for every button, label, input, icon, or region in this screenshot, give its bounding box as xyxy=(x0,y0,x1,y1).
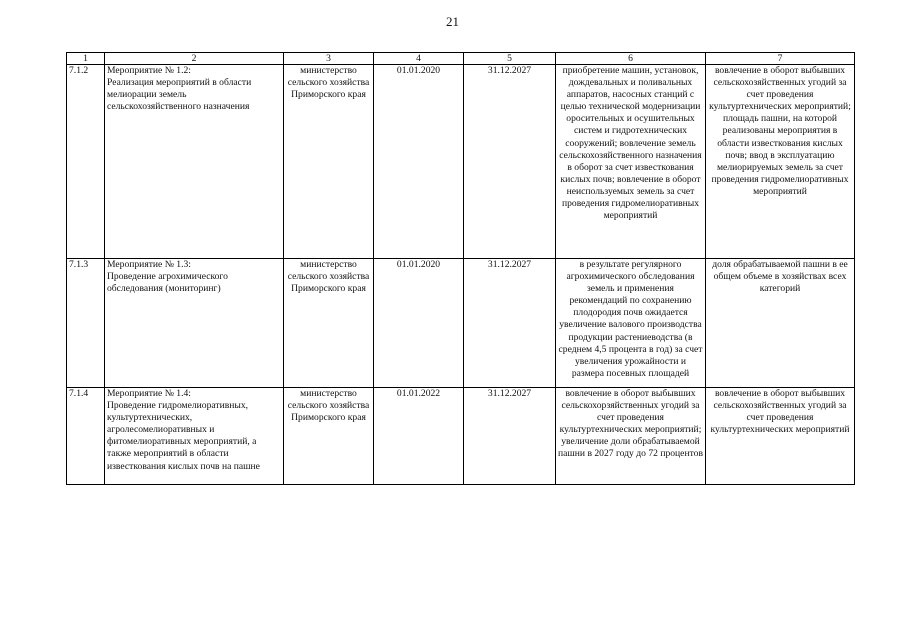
measure-name: Мероприятие № 1.3: Проведение агрохимического обследования (мониторинг) xyxy=(105,259,284,388)
target-indicator: доля обрабатываемой пашни в ее общем объеме в хозяйствах всех категорий xyxy=(706,259,855,388)
column-number-row xyxy=(67,53,855,65)
measure-number: 7.1.2 xyxy=(67,65,105,259)
column-number: 5 xyxy=(464,53,556,65)
table-row xyxy=(67,259,855,388)
column-number: 6 xyxy=(556,53,706,65)
end-date: 31.12.2027 xyxy=(464,388,556,485)
column-number: 3 xyxy=(284,53,374,65)
responsible-executor: министерство сельского хозяйства Приморского края xyxy=(284,388,374,485)
table-row xyxy=(67,388,855,485)
column-number: 7 xyxy=(706,53,855,65)
start-date: 01.01.2022 xyxy=(374,388,464,485)
page-number: 21 xyxy=(446,14,459,29)
expected-result: в результате регулярного агрохимического обследования земель и применения рекомендаций по сохранению плодородия почв ожидается увеличение валового производства продукции растениеводства (в среднем 4,5 процента в год) за счет увеличения урожайности и размера посевных площадей xyxy=(556,259,706,388)
program-measures-table xyxy=(66,52,855,485)
start-date: 01.01.2020 xyxy=(374,65,464,259)
column-number: 2 xyxy=(105,53,284,65)
target-indicator: вовлечение в оборот выбывших сельскохозяйственных угодий за счет проведения культуртехнических мероприятий; площадь пашни, на которой реализованы мероприятия в области известкования кислых почв; ввод в эксплуатацию мелиорируемых земель за счет проведения гидромелиоративных мероприятий xyxy=(706,65,855,259)
column-number: 4 xyxy=(374,53,464,65)
target-indicator: вовлечение в оборот выбывших сельскохозяйственных угодий за счет проведения культуртехнических мероприятий xyxy=(706,388,855,485)
measure-number: 7.1.4 xyxy=(67,388,105,485)
measure-name: Мероприятие № 1.4: Проведение гидромелиоративных, культуртехнических, агролесомелиоративных и фитомелиоративных мероприятий, а также мероприятий в области известкования кислых почв на пашне xyxy=(105,388,284,485)
responsible-executor: министерство сельского хозяйства Приморского края xyxy=(284,65,374,259)
start-date: 01.01.2020 xyxy=(374,259,464,388)
end-date: 31.12.2027 xyxy=(464,259,556,388)
measure-number: 7.1.3 xyxy=(67,259,105,388)
end-date: 31.12.2027 xyxy=(464,65,556,259)
responsible-executor: министерство сельского хозяйства Приморского края xyxy=(284,259,374,388)
expected-result: вовлечение в оборот выбывших сельскохорзяйственных угодий за счет проведения культуртехнических мероприятий; увеличение доли обрабатываемой пашни в 2027 году до 72 процентов xyxy=(556,388,706,485)
expected-result: приобретение машин, установок, дождевальных и поливальных аппаратов, насосных станций с целью технической модернизации оросительных и осушительных систем и гидротехнических сооружений; вовлечение земель сельскохозяйственного назначения в оборот за счет известкования кислых почв; вовлечение в оборот неиспользуемых земель за счет проведения гидромелиоративных мероприятий xyxy=(556,65,706,259)
measure-name: Мероприятие № 1.2: Реализация мероприятий в области мелиорации земель сельскохозяйственного назначения xyxy=(105,65,284,259)
table-row xyxy=(67,65,855,259)
column-number: 1 xyxy=(67,53,105,65)
